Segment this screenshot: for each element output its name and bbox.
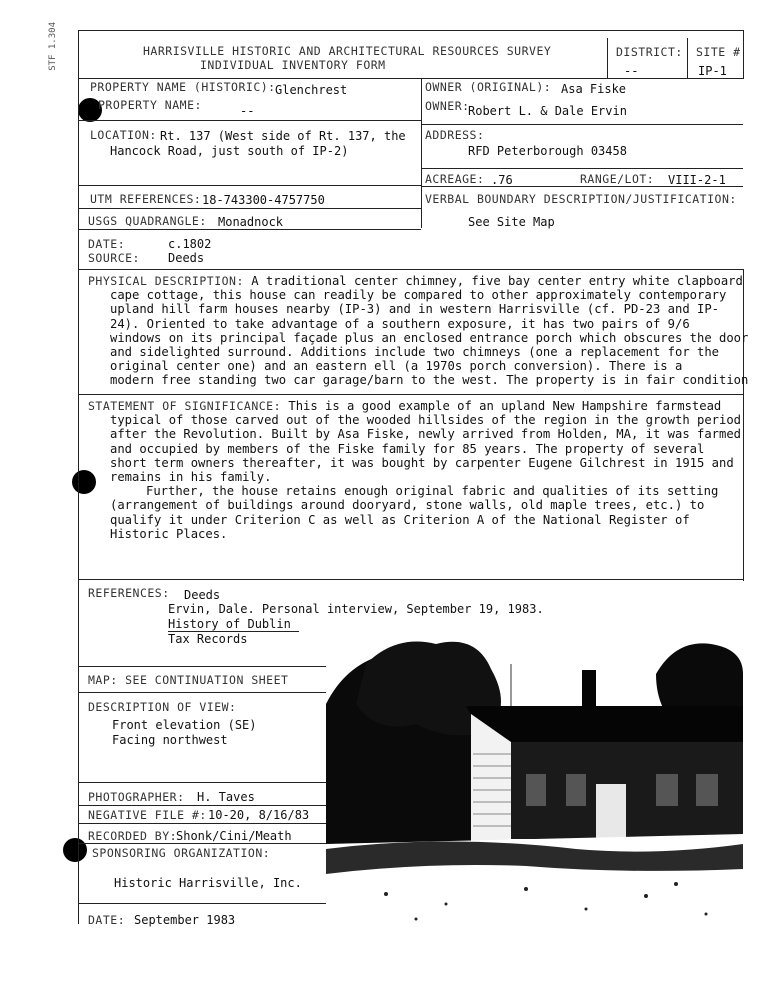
- recorded-by-label: RECORDED BY:: [88, 829, 178, 843]
- property-name-historic-label: PROPERTY NAME (HISTORIC):: [90, 80, 276, 94]
- usgs-value: Monadnock: [218, 215, 284, 229]
- form-date-label: DATE:: [88, 913, 126, 927]
- address-value: RFD Peterborough 03458: [468, 144, 627, 158]
- date-label: DATE:: [88, 237, 126, 251]
- physical-line: upland hill farm houses nearby (IP-3) and in western Harrisville (cf. PD-23 and IP-: [110, 302, 720, 317]
- physical-line: and sidelighted surround. Additions include two chimneys (one a replacement for the: [110, 345, 720, 360]
- district-value: --: [624, 64, 639, 78]
- physical-description: [88, 274, 749, 388]
- negative-file-label: NEGATIVE FILE #:: [88, 808, 207, 822]
- physical-line: modern free standing two car garage/barn to the west. The property is in fair condition: [110, 373, 749, 388]
- significance-line: This is a good example of an upland New Hampshire farmstead: [288, 399, 722, 413]
- significance-line: short term owners thereafter, it was bought by carpenter Eugene Gilchrest in 1915 and: [110, 455, 734, 470]
- significance-label: STATEMENT OF SIGNIFICANCE:: [88, 399, 282, 413]
- statement-of-significance: [88, 399, 743, 541]
- house-photograph-image: [326, 634, 743, 934]
- property-name-label: PROPERTY NAME:: [98, 98, 202, 112]
- photographer-label: PHOTOGRAPHER:: [88, 790, 185, 804]
- owner-label: OWNER:: [425, 99, 470, 113]
- utm-value: 18-743300-4757750: [202, 193, 325, 207]
- acreage-value: .76: [491, 173, 513, 187]
- map-label: MAP: SEE CONTINUATION SHEET: [88, 673, 289, 687]
- margin-mark: STF 1.304: [48, 22, 58, 71]
- property-name-value: --: [240, 104, 255, 118]
- site-label: SITE #: [696, 45, 741, 59]
- district-label: DISTRICT:: [616, 45, 683, 59]
- significance-line: after the Revolution. Built by Asa Fiske, newly arrived from Holden, MA, it was farmed: [110, 427, 742, 442]
- references-label: REFERENCES:: [88, 586, 170, 600]
- physical-description-label: PHYSICAL DESCRIPTION:: [88, 274, 244, 288]
- view-label: DESCRIPTION OF VIEW:: [88, 700, 237, 714]
- physical-line: A traditional center chimney, five bay center entry white clapboard: [251, 274, 743, 288]
- property-name-historic-value: Glenchrest: [275, 83, 348, 97]
- significance-line: and occupied by members of the Fiske family for 85 years. The property of several: [110, 441, 705, 456]
- significance-line: Further, the house retains enough original fabric and qualities of its setting: [146, 484, 719, 499]
- significance-line: typical of those carved out of the wooded hillsides of the region in the growth period: [110, 413, 742, 428]
- date-value: c.1802: [168, 237, 212, 251]
- negative-file-value: 10-20, 8/16/83: [208, 808, 310, 822]
- reference-item: Deeds: [184, 588, 221, 602]
- reference-item: History of Dublin: [168, 617, 299, 632]
- physical-line: original center one) and an eastern ell (a 1970s porch conversion). There is a: [110, 359, 683, 374]
- usgs-label: USGS QUADRANGLE:: [88, 214, 207, 228]
- survey-title: HARRISVILLE HISTORIC AND ARCHITECTURAL RESOURCES SURVEY: [143, 44, 552, 58]
- view-line-2: Facing northwest: [112, 733, 228, 747]
- site-value: IP-1: [698, 64, 727, 78]
- owner-original-label: OWNER (ORIGINAL):: [425, 80, 552, 94]
- sponsoring-organization-label: SPONSORING ORGANIZATION:: [92, 846, 271, 860]
- significance-line: Historic Places.: [110, 526, 228, 541]
- reference-item: Tax Records: [168, 632, 248, 646]
- punch-hole-bottom: [63, 838, 87, 862]
- acreage-label: ACREAGE:: [425, 172, 485, 186]
- form-date-value: September 1983: [134, 913, 236, 927]
- survey-subtitle: INDIVIDUAL INVENTORY FORM: [200, 58, 386, 72]
- source-label: SOURCE:: [88, 251, 140, 265]
- significance-line: (arrangement of buildings around dooryard, stone walls, old maple trees, etc.) to: [110, 498, 705, 513]
- location-line-1: Rt. 137 (West side of Rt. 137, the: [160, 129, 406, 143]
- physical-line: cape cottage, this house can readily be compared to other approximately contemporary: [110, 288, 727, 303]
- range-lot-label: RANGE/LOT:: [580, 172, 655, 186]
- source-value: Deeds: [168, 251, 205, 265]
- physical-line: 24). Oriented to take advantage of a southern exposure, it has two pairs of 9/6: [110, 316, 690, 331]
- view-line-1: Front elevation (SE): [112, 718, 257, 732]
- verbal-boundary-label: VERBAL BOUNDARY DESCRIPTION/JUSTIFICATION:: [425, 192, 737, 206]
- location-label: LOCATION:: [90, 128, 157, 142]
- sponsoring-organization-value: Historic Harrisville, Inc.: [114, 876, 302, 890]
- location-line-2: Hancock Road, just south of IP-2): [110, 144, 349, 158]
- utm-label: UTM REFERENCES:: [90, 192, 202, 206]
- physical-line: windows on its principal façade plus an enclosed entrance porch which obscures the door: [110, 330, 749, 345]
- recorded-by-value: Shonk/Cini/Meath: [176, 829, 292, 843]
- range-lot-value: VIII-2-1: [668, 173, 726, 187]
- verbal-boundary-value: See Site Map: [468, 215, 555, 229]
- address-label: ADDRESS:: [425, 128, 485, 142]
- reference-item: Ervin, Dale. Personal interview, September 19, 1983.: [168, 602, 544, 616]
- owner-value: Robert L. & Dale Ervin: [468, 104, 627, 118]
- significance-line: remains in his family.: [110, 470, 272, 485]
- house-photograph: [326, 634, 743, 934]
- significance-line: qualify it under Criterion C as well as Criterion A of the National Register of: [110, 512, 690, 527]
- owner-original-value: Asa Fiske: [561, 82, 627, 96]
- photographer-value: H. Taves: [197, 790, 255, 804]
